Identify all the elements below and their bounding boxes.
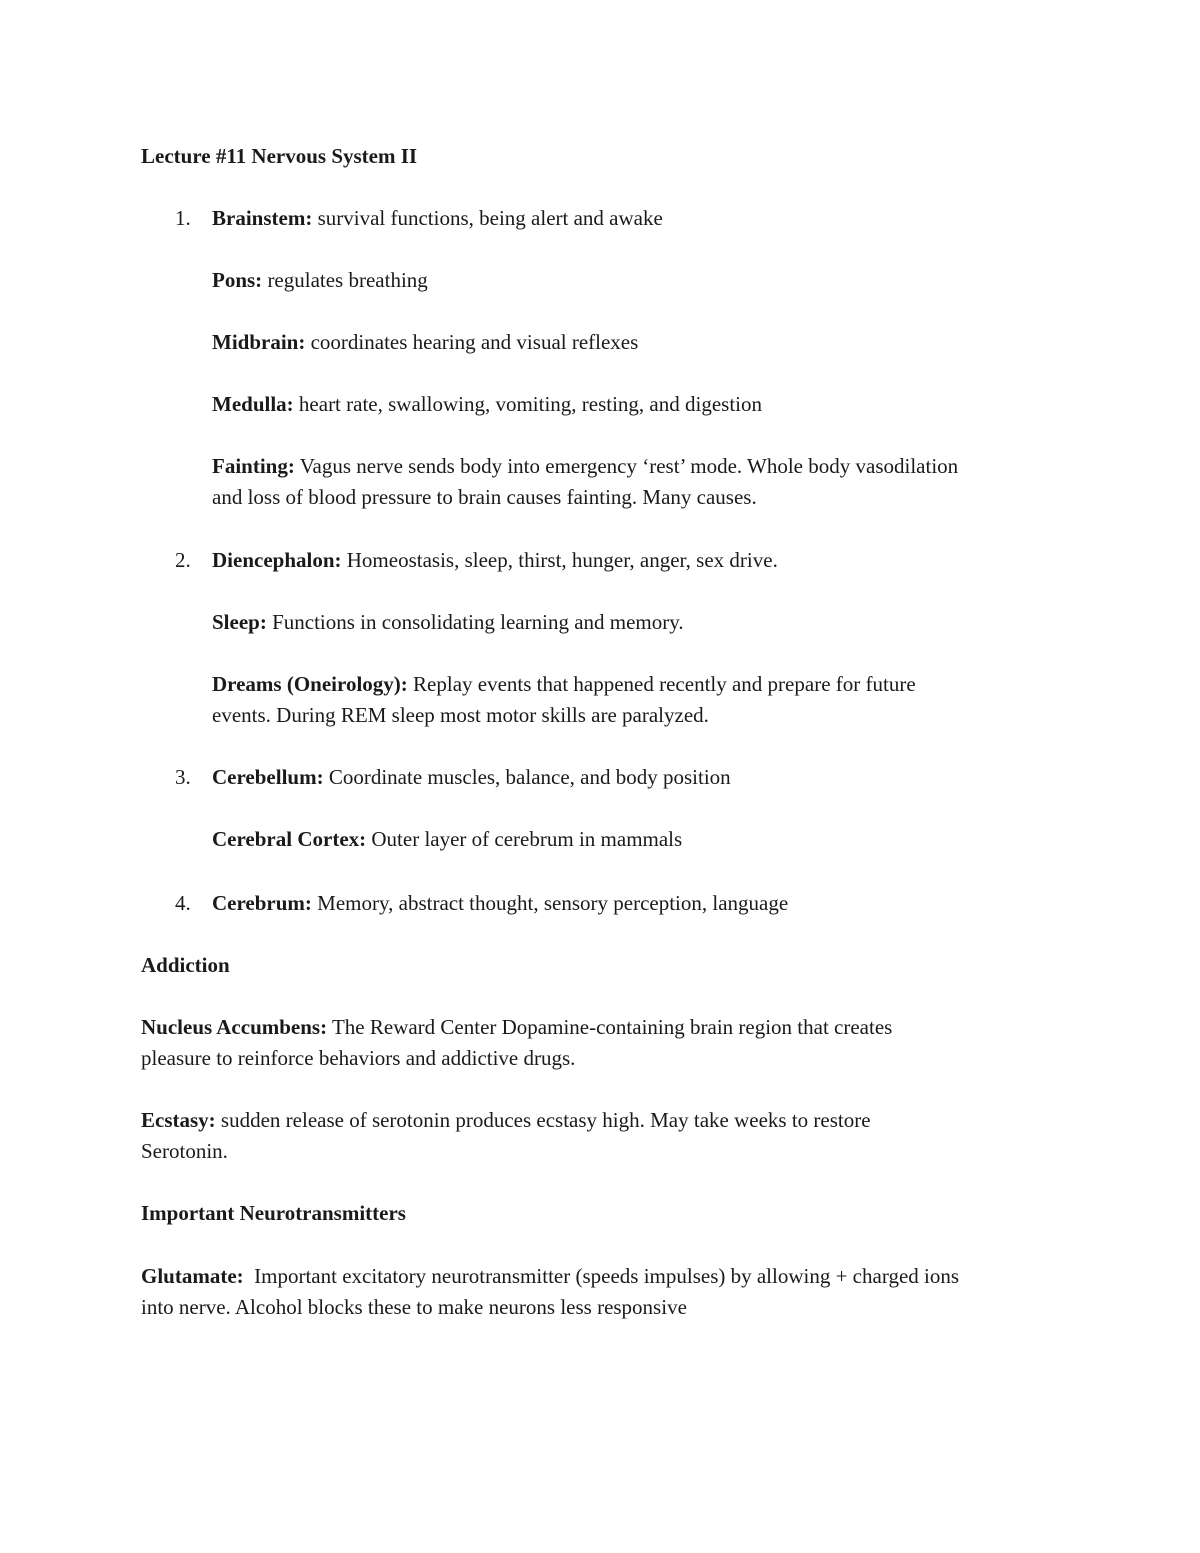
sub-item-dreams: Dreams (Oneirology): Replay events that happened recently and prepare for future xyxy=(212,672,916,696)
list-number: 3. xyxy=(175,765,191,789)
document-title: Lecture #11 Nervous System II xyxy=(141,144,418,168)
section-heading-neurotransmitters: Important Neurotransmitters xyxy=(141,1201,406,1225)
sub-item-midbrain: Midbrain: coordinates hearing and visual reflexes xyxy=(212,330,639,354)
sub-item-fainting-cont: and loss of blood pressure to brain causes fainting. Many causes. xyxy=(212,485,757,509)
list-item-diencephalon: Diencephalon: Homeostasis, sleep, thirst, hunger, anger, sex drive. xyxy=(212,548,778,572)
list-item-brainstem: Brainstem: survival functions, being alert and awake xyxy=(212,206,663,230)
list-number: 4. xyxy=(175,891,191,915)
paragraph-nucleus-accumbens-cont: pleasure to reinforce behaviors and addictive drugs. xyxy=(141,1046,576,1070)
paragraph-ecstasy: Ecstasy: sudden release of serotonin produces ecstasy high. May take weeks to restore xyxy=(141,1108,871,1132)
sub-item-pons: Pons: regulates breathing xyxy=(212,268,428,292)
list-number: 2. xyxy=(175,548,191,572)
sub-item-cerebral-cortex: Cerebral Cortex: Outer layer of cerebrum in mammals xyxy=(212,827,683,851)
paragraph-ecstasy-cont: Serotonin. xyxy=(141,1139,228,1163)
sub-item-medulla: Medulla: heart rate, swallowing, vomiting, resting, and digestion xyxy=(212,392,762,416)
sub-item-sleep: Sleep: Functions in consolidating learning and memory. xyxy=(212,610,684,634)
paragraph-glutamate-cont: into nerve. Alcohol blocks these to make neurons less responsive xyxy=(141,1295,687,1319)
list-item-cerebellum: Cerebellum: Coordinate muscles, balance, and body position xyxy=(212,765,731,789)
section-heading-addiction: Addiction xyxy=(141,953,230,977)
paragraph-nucleus-accumbens: Nucleus Accumbens: The Reward Center Dopamine-containing brain region that creates xyxy=(141,1015,893,1039)
sub-item-dreams-cont: events. During REM sleep most motor skills are paralyzed. xyxy=(212,703,709,727)
sub-item-fainting: Fainting: Vagus nerve sends body into emergency ‘rest’ mode. Whole body vasodilation xyxy=(212,454,959,478)
paragraph-glutamate: Glutamate: Important excitatory neurotransmitter (speeds impulses) by allowing + charged ions xyxy=(141,1264,960,1288)
list-item-cerebrum: Cerebrum: Memory, abstract thought, sensory perception, language xyxy=(212,891,789,915)
list-number: 1. xyxy=(175,206,191,230)
